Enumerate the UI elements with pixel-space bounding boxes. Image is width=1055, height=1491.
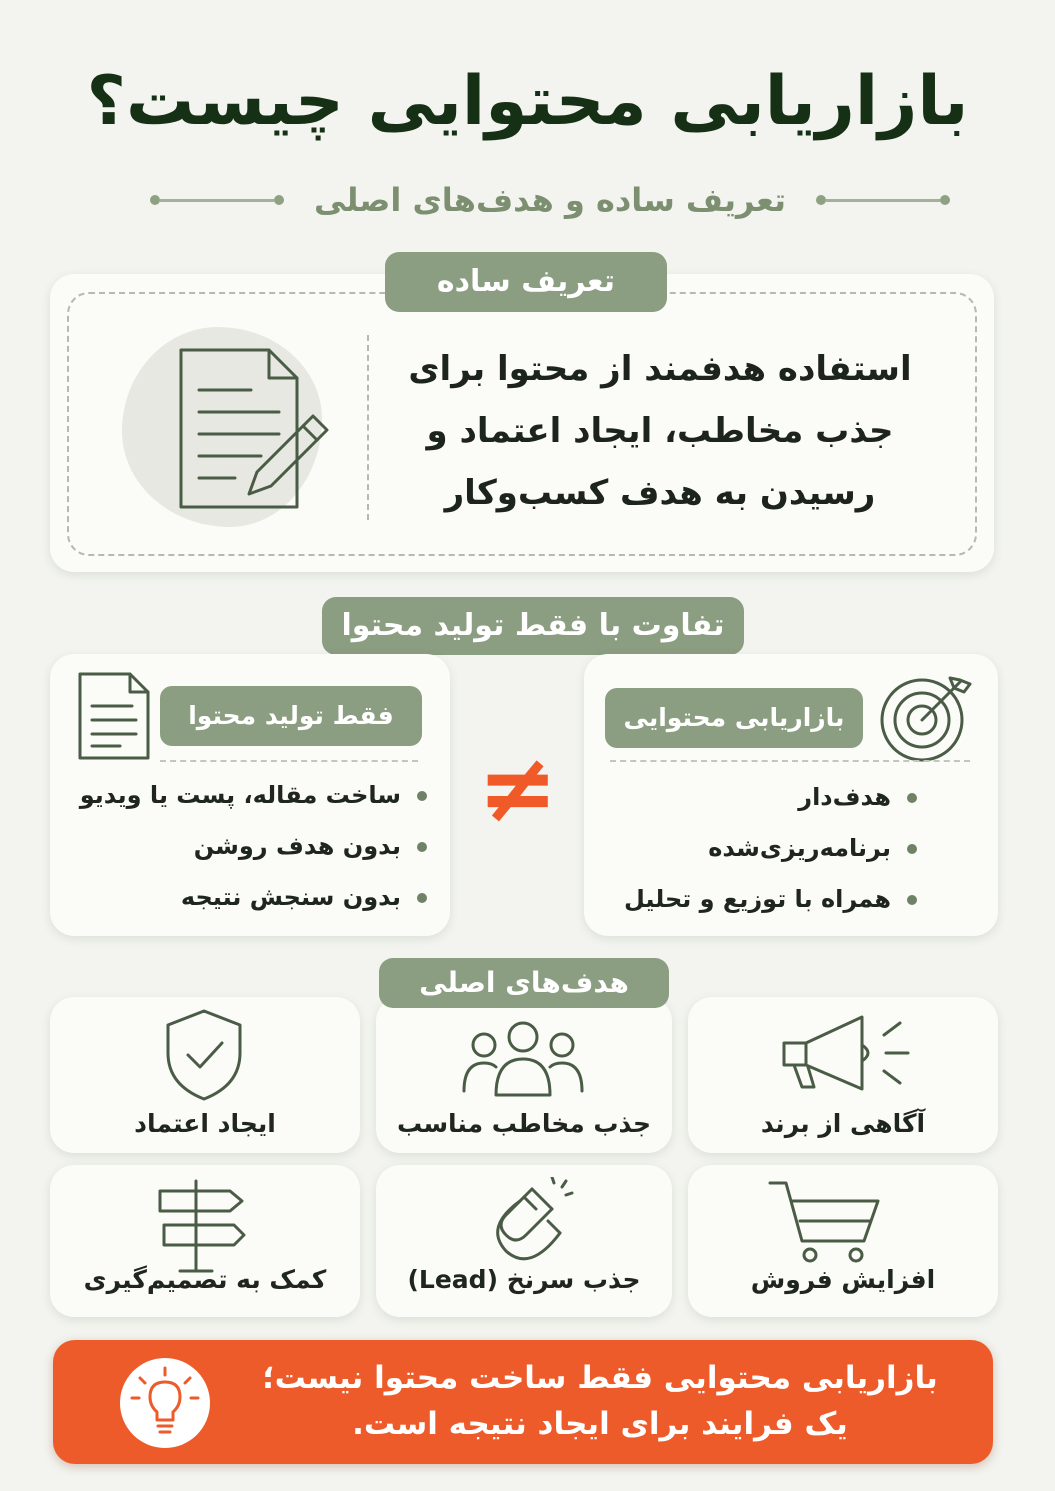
- document-icon: [74, 670, 154, 762]
- goal-label: جذب سرنخ (Lead): [407, 1265, 641, 1294]
- not-equal-symbol: ≠: [477, 732, 558, 844]
- production-item: بدون هدف روشن: [80, 821, 427, 872]
- shield-check-icon: [162, 1007, 246, 1103]
- goal-label: آگاهی از برند: [760, 1109, 926, 1138]
- definition-divider: [367, 335, 369, 520]
- magnet-icon: [472, 1177, 576, 1267]
- marketing-rule: [610, 760, 970, 762]
- goal-label: جذب مخاطب مناسب: [396, 1109, 651, 1138]
- marketing-item: همراه با توزیع و تحلیل: [624, 874, 917, 925]
- subtitle-divider-right: [816, 195, 950, 205]
- goal-label: ایجاد اعتماد: [134, 1109, 276, 1138]
- people-icon: [460, 1019, 586, 1099]
- footer-text: [230, 1355, 970, 1447]
- document-pencil-icon: [165, 342, 340, 517]
- production-rule: [160, 760, 418, 762]
- definition-line: جذب مخاطب، ایجاد اعتماد و: [426, 411, 894, 451]
- production-title: فقط تولید محتوا: [160, 686, 422, 746]
- goal-card: [50, 997, 360, 1153]
- comparison-label: تفاوت با فقط تولید محتوا: [322, 597, 744, 655]
- megaphone-icon: [776, 1009, 916, 1099]
- production-item: ساخت مقاله، پست یا ویدیو: [80, 770, 427, 821]
- definition-label: تعریف ساده: [385, 252, 667, 312]
- lightbulb-icon: [128, 1366, 202, 1440]
- footer-line: بازاریابی محتوایی فقط ساخت محتوا نیست؛: [262, 1360, 938, 1396]
- page-title: بازاریابی محتوایی چیست؟: [86, 62, 969, 141]
- definition-line: استفاده هدفمند از محتوا برای: [408, 349, 912, 389]
- goal-card: [688, 1165, 998, 1317]
- signpost-icon: [150, 1175, 250, 1275]
- goal-label: افزایش فروش: [750, 1265, 936, 1294]
- marketing-item: برنامه‌ریزی‌شده: [624, 823, 917, 874]
- definition-line: رسیدن به هدف کسب‌وکار: [444, 473, 876, 513]
- definition-text: [390, 338, 930, 524]
- goal-card: [376, 1165, 672, 1317]
- production-list: [80, 770, 427, 923]
- goal-card: [50, 1165, 360, 1317]
- goals-label: هدف‌های اصلی: [379, 958, 669, 1008]
- marketing-list: [624, 772, 917, 925]
- footer-line: یک فرایند برای ایجاد نتیجه است.: [352, 1406, 848, 1442]
- subtitle-divider-left: [150, 195, 284, 205]
- subtitle-row: [150, 178, 950, 222]
- page-subtitle: تعریف ساده و هدف‌های اصلی: [313, 181, 787, 219]
- production-item: بدون سنجش نتیجه: [80, 872, 427, 923]
- marketing-title: بازاریابی محتوایی: [605, 688, 863, 748]
- goal-card: [688, 997, 998, 1153]
- marketing-item: هدف‌دار: [624, 772, 917, 823]
- target-icon: [876, 670, 972, 766]
- goal-label: کمک به تصمیم‌گیری: [83, 1265, 327, 1294]
- cart-icon: [766, 1177, 886, 1267]
- goal-card: [376, 997, 672, 1153]
